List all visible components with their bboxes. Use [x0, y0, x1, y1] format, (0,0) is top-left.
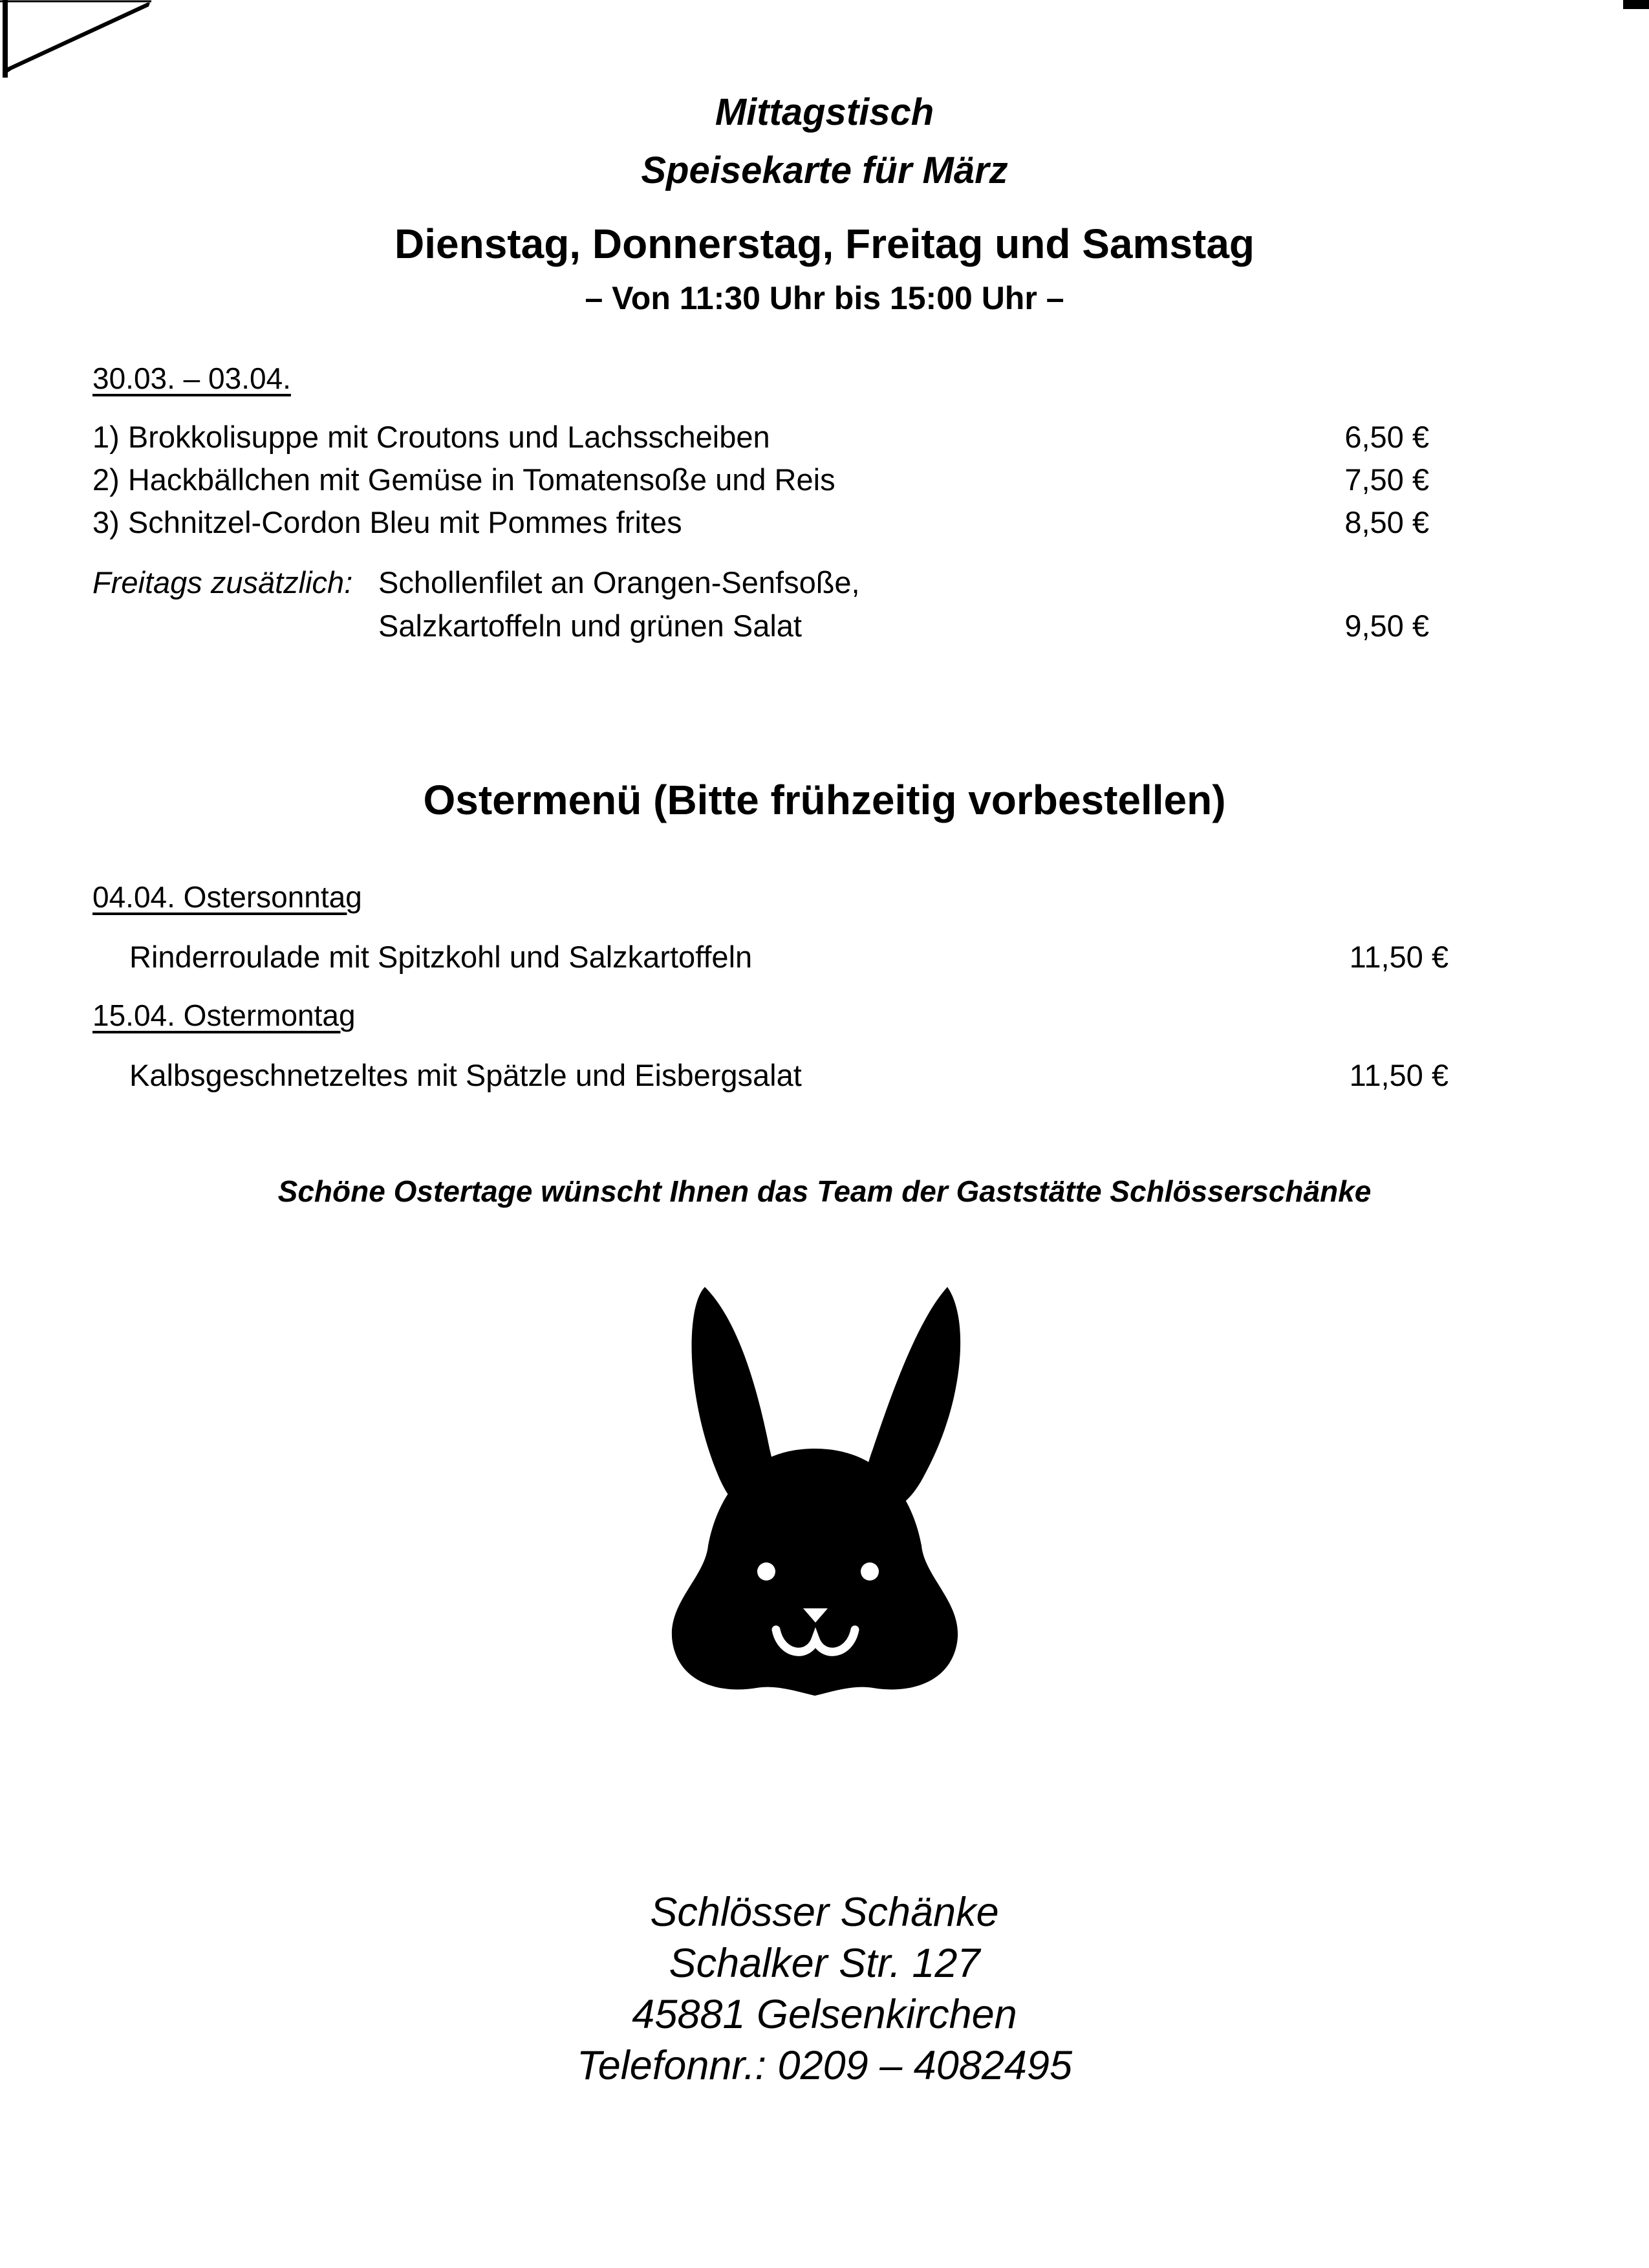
service-hours: – Von 11:30 Uhr bis 15:00 Uhr – — [585, 280, 1064, 316]
easter-dish-sunday: Rinderroulade mit Spitzkohl und Salzkartoffeln — [129, 940, 753, 974]
lunch-price-2: 7,50 € — [1344, 462, 1429, 497]
friday-dish-line1: Schollenfilet an Orangen-Senfsoße, — [378, 565, 860, 599]
easter-price-monday: 11,50 € — [1349, 1058, 1449, 1092]
lunch-item-3: 3) Schnitzel-Cordon Bleu mit Pommes frites — [92, 505, 682, 539]
scan-corner-mark — [0, 0, 168, 91]
restaurant-city: 45881 Gelsenkirchen — [632, 1992, 1017, 2037]
easter-price-sunday: 11,50 € — [1349, 940, 1449, 974]
lunch-date-range: 30.03. – 03.04. — [92, 362, 291, 395]
easter-dish-monday: Kalbsgeschnetzeltes mit Spätzle und Eisbergsalat — [129, 1058, 802, 1092]
restaurant-street: Schalker Str. 127 — [669, 1941, 980, 1986]
friday-price: 9,50 € — [1344, 609, 1429, 643]
restaurant-name: Schlösser Schänke — [650, 1890, 999, 1935]
menu-subtitle: Speisekarte für März — [641, 149, 1008, 191]
restaurant-phone: Telefonnr.: 0209 – 4082495 — [577, 2043, 1072, 2088]
easter-date-sunday: 04.04. Ostersonntag — [92, 880, 362, 914]
friday-dish-line2: Salzkartoffeln und grünen Salat — [378, 609, 802, 643]
lunch-price-1: 6,50 € — [1344, 420, 1429, 454]
bunny-icon — [666, 1268, 964, 1707]
menu-title: Mittagstisch — [715, 91, 934, 133]
easter-greeting: Schöne Ostertage wünscht Ihnen das Team der Gaststätte Schlösserschänke — [277, 1174, 1372, 1208]
lunch-item-1: 1) Brokkolisuppe mit Croutons und Lachsscheiben — [92, 420, 770, 454]
scan-edge-mark — [1623, 0, 1649, 9]
lunch-price-3: 8,50 € — [1344, 505, 1429, 539]
lunch-item-2: 2) Hackbällchen mit Gemüse in Tomatensoße und Reis — [92, 462, 835, 497]
service-days: Dienstag, Donnerstag, Freitag und Samstag — [394, 221, 1255, 267]
friday-label: Freitags zusätzlich: — [92, 565, 353, 599]
easter-date-monday: 15.04. Ostermontag — [92, 999, 356, 1032]
easter-heading: Ostermenü (Bitte frühzeitig vorbestellen) — [423, 777, 1226, 823]
